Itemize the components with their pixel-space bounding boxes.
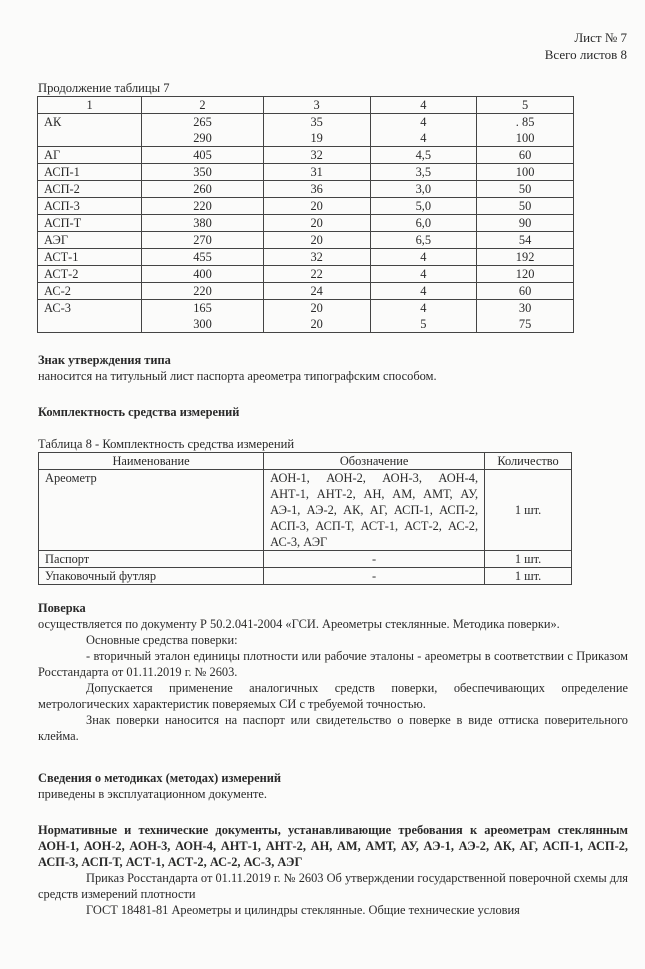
section-heading: Комплектность средства измерений [38, 405, 240, 419]
verification-line: Знак поверки наносится на паспорт или свидетельство о поверке в виде оттиска поверительного клейма. [38, 713, 628, 743]
cell-name: АЭГ [38, 232, 142, 249]
cell: 3,5 [370, 164, 477, 181]
cell-qty: 1 шт. [485, 568, 572, 585]
cell: 6,5 [370, 232, 477, 249]
cell: 19 [263, 130, 370, 147]
cell: 270 [142, 232, 264, 249]
cell-name: Ареометр [39, 470, 264, 551]
cell: 300 [142, 316, 264, 333]
cell: 4 [370, 130, 477, 147]
cell: 20 [263, 198, 370, 215]
cell: 30 [477, 300, 574, 317]
table-row [38, 232, 574, 249]
cell: 455 [142, 249, 264, 266]
cell-designation: АОН-1, АОН-2, АОН-3, АОН-4, АНТ-1, АНТ-2, АН, АМ, АМТ, АУ, АЭ-1, АЭ-2, АК, АГ, АСП-1, АСП-2, АСП-3, АСП-Т, АСТ-1, АСТ-2, АС-2, АС-3, АЭГ [264, 470, 485, 551]
cell-name: АСП-2 [38, 181, 142, 198]
cell: 220 [142, 198, 264, 215]
cell-name [38, 130, 142, 147]
cell-name: АС-2 [38, 283, 142, 300]
col-header: 2 [142, 97, 264, 114]
table-row [38, 181, 574, 198]
normative-doc: Приказ Росстандарта от 01.11.2019 г. № 2603 Об утверждении государственной поверочной схемы для средств измерений плотности [38, 871, 628, 901]
cell: 120 [477, 266, 574, 283]
section-heading: Знак утверждения типа [38, 353, 171, 367]
cell-name [38, 316, 142, 333]
cell-designation: - [264, 568, 485, 585]
cell: 54 [477, 232, 574, 249]
verification-line: - вторичный эталон единицы плотности или рабочие эталоны - ареометры в соответствии с Приказом Росстандарта от 01.11.2019 г. № 2603. [38, 649, 628, 679]
cell-qty: 1 шт. [485, 551, 572, 568]
cell-name: АС-3 [38, 300, 142, 317]
cell-qty: 1 шт. [485, 470, 572, 551]
table-row [38, 147, 574, 164]
cell: 32 [263, 147, 370, 164]
cell: 4 [370, 283, 477, 300]
table-row [39, 470, 572, 551]
cell-name: АСТ-1 [38, 249, 142, 266]
section-heading: Сведения о методиках (методах) измерений [38, 771, 282, 785]
table-row [38, 164, 574, 181]
cell: 5 [370, 316, 477, 333]
cell: 165 [142, 300, 264, 317]
verification-line: осуществляется по документу Р 50.2.041-2004 «ГСИ. Ареометры стеклянные. Методика поверки». [38, 617, 560, 631]
cell: 20 [263, 232, 370, 249]
table-row [38, 114, 574, 131]
cell: 290 [142, 130, 264, 147]
section-text: приведены в эксплуатационном документе. [38, 787, 267, 801]
table8 [38, 452, 572, 585]
cell: 60 [477, 283, 574, 300]
completeness-heading [38, 404, 628, 420]
col-header: Количество [485, 453, 572, 470]
table-header-row [38, 97, 574, 114]
normative-doc: ГОСТ 18481-81 Ареометры и цилиндры стеклянные. Общие технические условия [86, 903, 520, 917]
total-sheets: Всего листов 8 [544, 47, 627, 62]
sheet-number: Лист № 7 [574, 30, 627, 45]
table-row [38, 215, 574, 232]
table-row [39, 568, 572, 585]
methods-section [38, 770, 628, 802]
cell: 20 [263, 300, 370, 317]
sheet-header [545, 29, 627, 63]
cell: 35 [263, 114, 370, 131]
cell: 405 [142, 147, 264, 164]
cell: 5,0 [370, 198, 477, 215]
cell: 100 [477, 164, 574, 181]
col-header: Обозначение [264, 453, 485, 470]
cell: 90 [477, 215, 574, 232]
cell: 24 [263, 283, 370, 300]
col-header: Наименование [39, 453, 264, 470]
cell: 220 [142, 283, 264, 300]
cell: 22 [263, 266, 370, 283]
type-approval-section [38, 352, 628, 384]
cell: 100 [477, 130, 574, 147]
cell: 3,0 [370, 181, 477, 198]
section-heading: Нормативные и технические документы, устанавливающие требования к ареометрам стеклянным АОН-1, АОН-2, АОН-3, АОН-4, АНТ-1, АНТ-2, АН, АМ, АМТ, АУ, АЭ-1, АЭ-2, АК, АГ, АСП-1, АСП-2, АСП-3, АСП-Т, АСТ-1, АСТ-2, АС-2, АС-3, АЭГ [38, 823, 628, 869]
section-heading: Поверка [38, 601, 86, 615]
cell: 380 [142, 215, 264, 232]
table-row [38, 283, 574, 300]
cell: 50 [477, 181, 574, 198]
table7 [37, 96, 574, 333]
cell: 36 [263, 181, 370, 198]
cell-name: АСП-3 [38, 198, 142, 215]
cell: . 85 [477, 114, 574, 131]
cell: 4 [370, 266, 477, 283]
cell: 32 [263, 249, 370, 266]
cell: 31 [263, 164, 370, 181]
cell: 60 [477, 147, 574, 164]
table-header-row [39, 453, 572, 470]
table8-caption: Таблица 8 - Комплектность средства измерений [38, 437, 295, 451]
col-header: 1 [38, 97, 142, 114]
cell: 6,0 [370, 215, 477, 232]
table-row [38, 266, 574, 283]
normative-section [38, 822, 628, 918]
verification-section [38, 600, 628, 744]
col-header: 5 [477, 97, 574, 114]
cell: 400 [142, 266, 264, 283]
cell: 265 [142, 114, 264, 131]
cell: 20 [263, 316, 370, 333]
table-row [38, 300, 574, 317]
cell: 192 [477, 249, 574, 266]
cell-name: Паспорт [39, 551, 264, 568]
cell: 4 [370, 300, 477, 317]
cell: 260 [142, 181, 264, 198]
table7-caption: Продолжение таблицы 7 [38, 81, 170, 95]
cell: 50 [477, 198, 574, 215]
cell-name: Упаковочный футляр [39, 568, 264, 585]
table-row [39, 551, 572, 568]
cell: 75 [477, 316, 574, 333]
verification-line: Допускается применение аналогичных средств поверки, обеспечивающих определение метрологических характеристик поверяемых СИ с требуемой точностью. [38, 681, 628, 711]
cell: 4 [370, 114, 477, 131]
table-row [38, 130, 574, 147]
col-header: 3 [263, 97, 370, 114]
cell: 20 [263, 215, 370, 232]
cell: 350 [142, 164, 264, 181]
col-header: 4 [370, 97, 477, 114]
cell: 4,5 [370, 147, 477, 164]
cell-name: АК [38, 114, 142, 131]
cell-name: АСТ-2 [38, 266, 142, 283]
verification-line: Основные средства поверки: [86, 633, 238, 647]
cell-name: АГ [38, 147, 142, 164]
table-row [38, 198, 574, 215]
cell-name: АСП-1 [38, 164, 142, 181]
table-row [38, 316, 574, 333]
section-text: наносится на титульный лист паспорта ареометра типографским способом. [38, 369, 437, 383]
cell-name: АСП-Т [38, 215, 142, 232]
cell-designation: - [264, 551, 485, 568]
cell: 4 [370, 249, 477, 266]
table-row [38, 249, 574, 266]
